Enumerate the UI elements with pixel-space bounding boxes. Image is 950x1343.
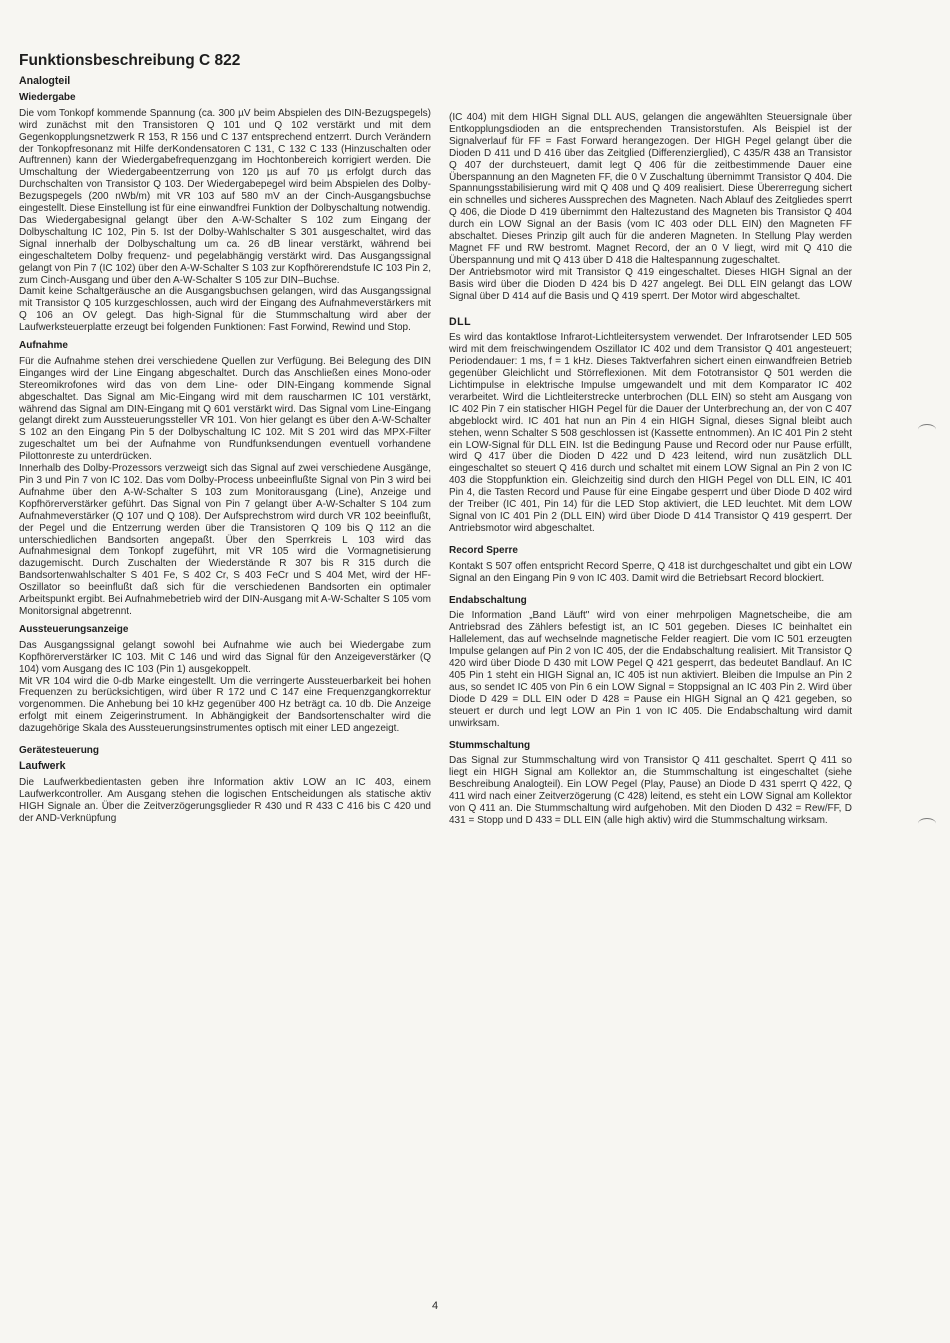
paragraph: Das Signal zur Stummschaltung wird von Transistor Q 411 geschaltet. Sperrt Q 411 so liegt ein HIGH Signal am Kollektor an, die Stummschaltung ist eingeschaltet (siehe Beschreibung Analogteil). Ein LOW Pegel (Play, Pause) an Diode D 431 sperrt Q 422, Q 411 wird nach einer Zeitverzögerung (C 428) leitend, es steht ein LOW Signal am Kollektor von Q 411 an. Die Stummschaltung wird aufgehoben. Mit den Dioden D 432 = Rew/FF, D 431 = Stopp und D 433 = DLL EIN (alle high aktiv) wird die Stummschaltung wirksam. [449,755,852,826]
paragraph: Für die Aufnahme stehen drei verschiedene Quellen zur Verfügung. Bei Belegung des DIN Einganges wird der Line Eingang abgeschaltet. Durch das Anschließen eines Mono-oder Stereomikrofones wird das von dem Line- oder DIN-Eingang kommende Signal abgeschaltet. Das Signal am Mic-Eingang wird mit dem rauscharmen IC 101 verstärkt, während das Signal am DIN-Eingang mit Q 601 verstärkt wird. Das Signal vom Line-Eingang gelangt direkt zum Aussteuerungssteller VR 101. Von hier gelangt es über den A-W-Schalter S 102 an den Eingang Pin 5 der Dolbyschaltung IC 102. Mit S 201 wird das MPX-Filter zugeschaltet um bei der Aufnahme von Rundfunksendungen eventuell vorhandene Pilottonreste zu unterdrücken. [19,355,431,463]
paragraph: Mit VR 104 wird die 0-db Marke eingestellt. Um die verringerte Aussteuerbarkeit bei hohen Frequenzen zu berücksichtigen, wird über R 172 und C 147 eine Frequenzgangkorrektur vorgenommen. Die Anhebung bei 10 kHz gegenüber 400 Hz beträgt ca. 10 db. Die Anzeige erfolgt mit einem Zeigerinstrument. In Abhängigkeit der Bandsortenschalter wird die dazugehörige Skala des Aussteuerungsinstrumentes optisch mit einer LED angezeigt. [19,675,431,735]
left-column [19,76,431,824]
paragraph: (IC 404) mit dem HIGH Signal DLL AUS, gelangen die angewählten Steuersignale über Entkopplungsdioden an die entsprechenden Transistorstufen. Als Beispiel ist der Signalverlauf für FF = Fast Forward herangezogen. Der HIGH Pegel gelangt über die Dioden D 411 und D 416 über das Zeitglied (Differenzierglied), C 435/R 438 an Transistor Q 407 der durchsteuert, damit legt Q 406 für die zeitbestimmende Dauer eine Überspannung an den Magneten FF, die 0 V Zuschaltung übernimmt Transistor Q 404. Die Spannungsstabilisierung wird mit Q 408 und Q 409 realisiert. Diese Übererregung sichert ein schnelles und sicheres Aussprechen des Magneten. Nach Ablauf des Zeitgliedes sperrt Q 406, die Diode D 419 übernimmt den Haltezustand des Magneten bis Transistor Q 404 durch ein LOW Signal an der Basis (vom IC 403 oder DLL EIN) den Magneten FF abschaltet. Dieses Prinzip gilt auch für die anderen Magneten. In Stellung Play werden Magnet FF und RW bestromt. Magnet Record, der an 0 V liegt, wird mit Q 410 die Überspannung und mit Q 413 über D 418 die Haltespannung zugeschaltet. [449,112,852,266]
paragraph: Innerhalb des Dolby-Prozessors verzweigt sich das Signal auf zwei verschiedene Ausgänge, Pin 3 und Pin 7 von IC 102. Das vom Dolby-Process unbeeinflußte Signal von Pin 3 wird bei Aufnahme über den A-W-Schalter S 103 zum Monitorausgang (Line), Anzeige und Kopfhörerverstärker geführt. Das Signal von Pin 7 gelangt über A-W-Schalter S 104 zum Aufnahmeverstärker (Q 107 und Q 108). Der Aufsprechstrom wird durch VR 102 beeinflußt, der Pegel und die Entzerrung werden über die Transistoren Q 109 bis Q 112 an die unterschiedlichen Bandsorten angepaßt. Über den Sperrkreis L 103 wird das Aufnahmesignal dem Tonkopf zugeführt, mit VR 105 wird die Vormagnetisierung dazugemischt. Durch Zuschalten der Wiederstände R 307 bis R 315 durch die Bandsortenwahlschalter S 401 Fe, S 402 Cr, S 403 FeCr und S 404 Met, wird der HF-Oszillator so beeinflußt daß sich für die verschiedenen Bandsorten ein optimaler Arbeitspunkt ergibt. Bei Aufnahmebetrieb wird der DIN-Ausgang mit A-W-Schalter S 105 vom Monitorsignal abgetrennt. [19,463,431,617]
subsection-heading: Wiedergabe [19,91,76,103]
subsection-heading: Gerätesteuerung [19,745,100,757]
subsection-heading: Aufnahme [19,340,68,352]
section-heading: Analogteil [19,75,71,87]
page-title: Funktionsbeschreibung C 822 [19,52,241,69]
margin-mark-icon [918,818,936,829]
paragraph: Kontakt S 507 offen entspricht Record Sperre, Q 418 ist durchgeschaltet und gibt ein LOW Signal an den Eingang Pin 9 von IC 403. Damit wird die Betriebsart Record blockiert. [449,560,852,584]
paragraph: Die Information „Band Läuft" wird von einer mehrpoligen Magnetscheibe, die am Antriebsrad des Zählers befestigt ist, an IC 501 gegeben. Dieses IC beinhaltet ein Hallelement, das auf wechselnde magnetische Felder reagiert. Die vom IC 501 erzeugten Impulse gelangen auf Pin 2 von IC 405, der die Endabschaltung realisiert. Mit Transistor Q 420 wird über Diode D 430 mit LOW Pegel Q 421 gesperrt, das bedeutet Bandlauf. An IC 405 Pin 1 steht ein HIGH Signal an, IC 405 ist nun aktiviert. Bleiben die Impulse an Pin 2 aus, so sendet IC 405 von Pin 6 ein LOW Signal = Stoppsignal an IC 403 Pin 2. Wird über Diode D 429 = DLL EIN oder D 428 = Pause ein HIGH Signal an Q 421 gegeben, so steuert er durch und legt LOW an Pin 1 von IC 405. Die Endabschaltung wird damit unwirksam. [449,610,852,729]
subsection-heading: Endabschaltung [449,594,527,606]
right-column [449,112,852,827]
paragraph: Damit keine Schaltgeräusche an die Ausgangsbuchsen gelangen, wird das Ausgangssignal mit Transistor Q 105 kurzgeschlossen, auch wird der Eingang des Aufnahmeverstärkers mit Q 106 an OV gelegt. Das high-Signal für die Stummschaltung wird aber der Laufwerksteuerplatte erzeugt bei folgenden Funktionen: Fast Forwind, Rewind und Stop. [19,286,431,334]
paragraph: Das Ausgangssignal gelangt sowohl bei Aufnahme wie auch bei Wiedergabe zum Kopfhörerverstärker IC 103. Mit C 146 und wird das Signal für den Anzeigeverstärker (Q 104) vom Ausgang des IC 103 (Pin 1) ausgekoppelt. [19,639,431,675]
paragraph: Die vom Tonkopf kommende Spannung (ca. 300 µV beim Abspielen des DIN-Bezugspegels) wird zunächst mit den Transistoren Q 101 und Q 102 verstärkt und mit dem Gegenkopplungsnetzwerk R 153, R 156 und C 137 entsprechend entzerrt. Durch Verändern der Tonkopfresonanz mit Hilfe derKondensatoren C 131, C 132 C 133 (Hinzuschalten oder Auftrennen) kann der Wiedergabefrequenzgang im Hochtonbereich korrigiert werden. Die Umschaltung der Wiedergabeentzerrung von 120 µs auf 70 µs erfolgt durch das Durchschalten von Transistor Q 103. Der Wiedergabepegel wird beim Abspielen des Dolby-Bezugspegels (200 nWb/m) mit VR 103 auf 580 mV an der Cinch-Ausgangsbuchse eingestellt. Diese Einstellung ist für eine einwandfrei Funktion der Dolbyschaltung notwendig. [19,107,431,215]
section-heading: Laufwerk [19,759,66,772]
paragraph: Die Laufwerkbedientasten geben ihre Information aktiv LOW an IC 403, einem Laufwerkcontroller. Am Ausgang stehen die logischen Entscheidungen als statische aktiv HIGH Signale an. Über die Zeitverzögerungsglieder R 430 und R 433 C 416 bis C 420 und der AND-Verknüpfung [19,776,431,824]
paragraph: Der Antriebsmotor wird mit Transistor Q 419 eingeschaltet. Dieses HIGH Signal an der Basis wird über die Dioden D 424 bis D 427 angelegt. Bei DLL EIN gelangt das LOW Signal über D 414 auf die Basis und Q 419 sperrt. Der Motor wird abgeschaltet. [449,266,852,302]
subsection-heading: Aussteuerungsanzeige [19,623,129,635]
subsection-heading: Record Sperre [449,544,518,556]
page-number: 4 [432,1300,439,1312]
subsection-heading: Stummschaltung [449,739,531,751]
paragraph: Das Wiedergabesignal gelangt über den A-W-Schalter S 102 zum Eingang der Dolbyschaltung IC 102, Pin 5. Ist der Dolby-Wahlschalter S 301 ausgeschaltet, wird das Signal innerhalb der Dolbyschaltung um ca. 26 dB linear verstärkt, während bei eingeschaltetem Dolby frequenz- und pegelabhängig verstärkt wird. Das Ausgangssignal gelangt von Pin 7 (IC 102) über den A-W-Schalter S 103 zur Kopfhörerendstufe IC 103 Pin 2, zum Cinch-Ausgang und über den A-W-Schalter S 105 zur DIN–Buchse. [19,214,431,286]
section-heading: DLL [449,315,472,328]
margin-mark-icon [918,424,936,435]
paragraph: Es wird das kontaktlose Infrarot-Lichtleitersystem verwendet. Der Infrarotsender LED 505 wird mit dem freischwingendem Oszillator IC 402 und dem Transistor Q 401 angesteuert; Periodendauer: 1 ms, f = 1 kHz. Dieses Taktverfahren sichert einen einwandfreien Betrieb gegenüber Gleichlicht und Störreflexionen. Mit dem Fototransistor Q 501 werden die Lichtimpulse in elektrische Impulse umgewandelt und mit dem Komparator IC 402 verarbeitet. Wird die Lichtleiterstrecke unterbrochen (DLL EIN) so steht am Ausgang von IC 402 Pin 7 ein statischer HIGH Pegel für die Dauer der Unterbrechung an, der von C 407 abgeblockt wird. IC 401 hat nun an Pin 4 ein HIGH Signal, dieses Signal bleibt auch stehen, wenn Schalter S 508 geschlossen ist (Kassette entnommen). An IC 401 Pin 2 steht ein LOW-Signal für DLL EIN. Ist die Bedingung Pause und Record oder nur Pause erfüllt, wird Q 417 über die Dioden D 422 und D 423 leitend, wird nun zusätzlich DLL eingeschaltet so steuert Q 416 durch und schaltet mit einem LOW Signal an Pin 2 von IC 403 die Stoppfunktion ein. Gleichzeitig sind durch den HIGH Pegel von DLL EIN, IC 401 Pin 4, die Tasten Record und Pause für eine Eingabe gesperrt und über Diode D 402 wird der Treiber (IC 401, Pin 14) für die LED Stop aktiviert, die LED leuchtet. Mit dem LOW Signal von IC 401 Pin 2 (DLL EIN) wird über Diode D 414 Transistor Q 419 gesperrt. Der Antriebsmotor wird abgeschaltet. [449,332,852,534]
